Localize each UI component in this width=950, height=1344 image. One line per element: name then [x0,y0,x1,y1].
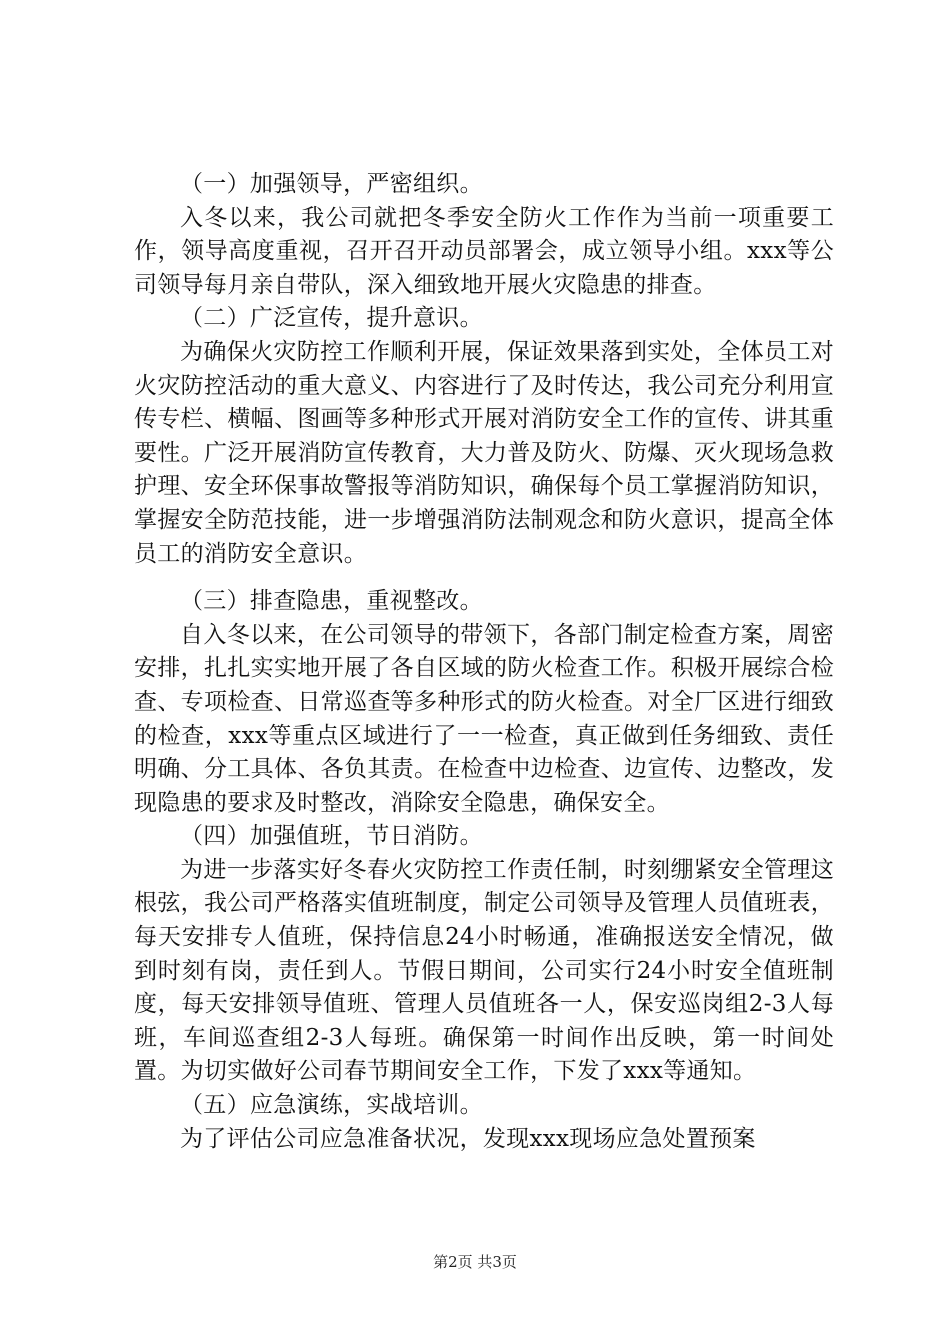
page-number-footer: 第2页 共3页 [433,1253,517,1271]
section-paragraph-5: 为了评估公司应急准备状况，发现xxx现场应急处置预案 [180,1125,756,1152]
section-heading-3: （三）排查隐患，重视整改。 [180,588,483,615]
section-paragraph-3: 自入冬以来，在公司领导的带领下，各部门制定检查方案，周密安排，扎扎实实地开展了各自区域的防火检查工作。积极开展综合检查、专项检查、日常巡查等多种形式的防火检查。对全厂区进行细致的检查，xxx等重点区域进行了一一检查，真正做到任务细致、责任明确、分工具体、各负其责。在检查中边检查、边宣传、边整改，发现隐患的要求及时整改，消除安全隐患，确保安全。 [134,621,834,816]
section-paragraph-4: 为进一步落实好冬春火灾防控工作责任制，时刻绷紧安全管理这根弦，我公司严格落实值班制度，制定公司领导及管理人员值班表，每天安排专人值班，保持信息24小时畅通，准确报送安全情况，做到时刻有岗，责任到人。节假日期间，公司实行24小时安全值班制度，每天安排领导值班、管理人员值班各一人，保安巡岗组2-3人每班，车间巡查组2-3人每班。确保第一时间作出反映，第一时间处置。为切实做好公司春节期间安全工作，下发了xxx等通知。 [134,856,834,1085]
section-heading-4: （四）加强值班，节日消防。 [180,823,483,850]
document-body [134,168,834,1156]
section-paragraph-2: 为确保火灾防控工作顺利开展，保证效果落到实处，全体员工对火灾防控活动的重大意义、内容进行了及时传达，我公司充分利用宣传专栏、横幅、图画等多种形式开展对消防安全工作的宣传、讲其重要性。广泛开展消防宣传教育，大力普及防火、防爆、灭火现场急救护理、安全环保事故警报等消防知识，确保每个员工掌握消防知识，掌握安全防范技能，进一步增强消防法制观念和防火意识，提高全体员工的消防安全意识。 [134,338,834,567]
section-heading-5: （五）应急演练，实战培训。 [180,1092,483,1119]
section-heading-2: （二）广泛宣传，提升意识。 [180,305,483,332]
section-heading-1: （一）加强领导，严密组织。 [180,171,483,197]
section-paragraph-1: 入冬以来，我公司就把冬季安全防火工作作为当前一项重要工作，领导高度重视，召开召开动员部署会，成立领导小组。xxx等公司领导每月亲自带队，深入细致地开展火灾隐患的排查。 [134,204,834,298]
